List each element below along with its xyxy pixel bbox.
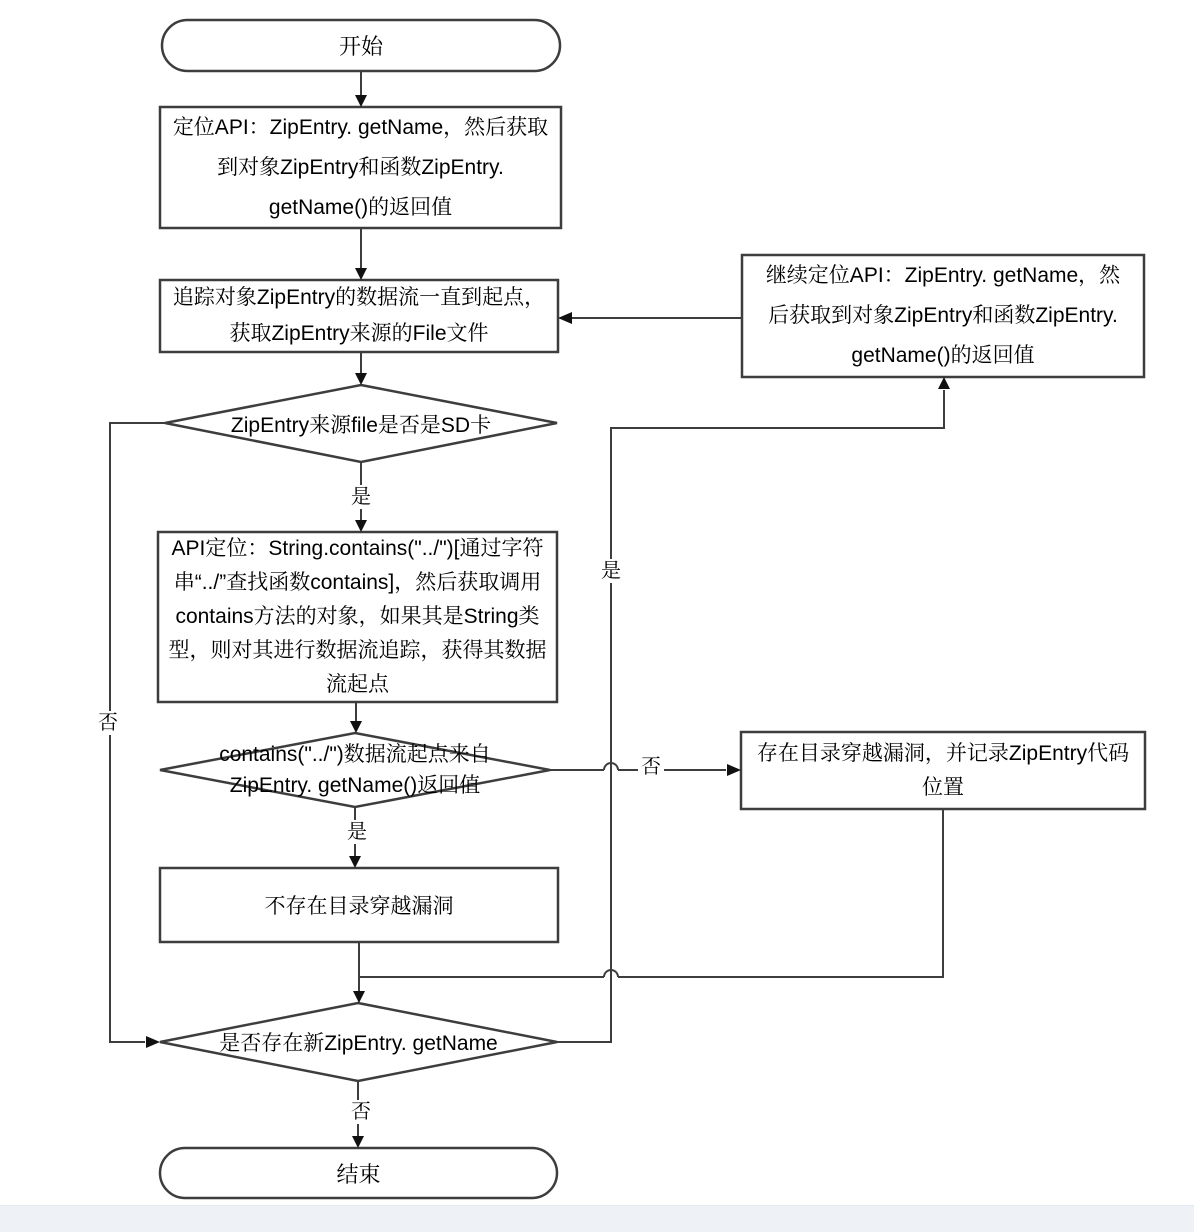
arrowhead-into-end xyxy=(352,1136,364,1148)
arrowhead-into-vulnfound xyxy=(727,764,741,776)
node-contains-origin-label: contains("../")数据流起点来自ZipEntry. getName()返回值 xyxy=(219,743,491,797)
node-no-vuln-label: 不存在目录穿越漏洞 xyxy=(264,895,454,918)
node-api-locate-contains-label: API定位：String.contains("../")[通过字符串“../”查找函数contains]，然后获取调用contains方法的对象，如果其是String类型，则对其进行数据流追踪，获得其数据流起点 xyxy=(168,537,547,696)
arrowhead-into-continue xyxy=(938,377,950,389)
node-locate-api-label: 定位API：ZipEntry. getName，然后获取到对象ZipEntry和函数ZipEntry. getName()的返回值 xyxy=(172,115,549,219)
branch-label-sdcard-no: 否 xyxy=(95,711,121,735)
arrowhead-into-newgetname-top xyxy=(353,991,365,1003)
arrowhead-into-sdcard xyxy=(355,373,367,385)
node-vuln-found-label: 存在目录穿越漏洞，并记录ZipEntry代码位置 xyxy=(756,741,1130,799)
branch-label-newgetname-no: 否 xyxy=(348,1100,374,1124)
node-has-new-getname-label: 是否存在新ZipEntry. getName xyxy=(219,1032,498,1055)
node-start-label: 开始 xyxy=(338,34,383,59)
edge-newgetname-yes-line xyxy=(557,390,944,1042)
node-trace-zipentry-label: 追踪对象ZipEntry的数据流一直到起点，获取ZipEntry来源的File文件 xyxy=(172,286,546,345)
node-is-sdcard-label: ZipEntry来源file是否是SD卡 xyxy=(230,413,492,437)
arrowhead-into-contains xyxy=(355,520,367,532)
branch-label-origin-no: 否 xyxy=(638,755,664,779)
arrowhead-into-novuln xyxy=(349,856,361,868)
arrowhead-into-locate xyxy=(355,95,367,107)
node-continue-locate-label: 继续定位API：ZipEntry. getName，然后获取到对象ZipEntry和函数ZipEntry. getName()的返回值 xyxy=(765,264,1121,367)
branch-label-sdcard-yes: 是 xyxy=(348,485,374,509)
footer-strip xyxy=(0,1205,1194,1232)
arrowhead-into-newgetname-left xyxy=(146,1036,160,1048)
branch-label-newgetname-yes: 是 xyxy=(598,559,624,583)
arrowhead-into-trace xyxy=(355,268,367,280)
node-end-label: 结束 xyxy=(336,1161,381,1187)
arrowhead-into-trace-right xyxy=(558,312,572,324)
branch-label-origin-yes: 是 xyxy=(344,820,370,844)
arrowhead-into-origin xyxy=(350,721,362,733)
